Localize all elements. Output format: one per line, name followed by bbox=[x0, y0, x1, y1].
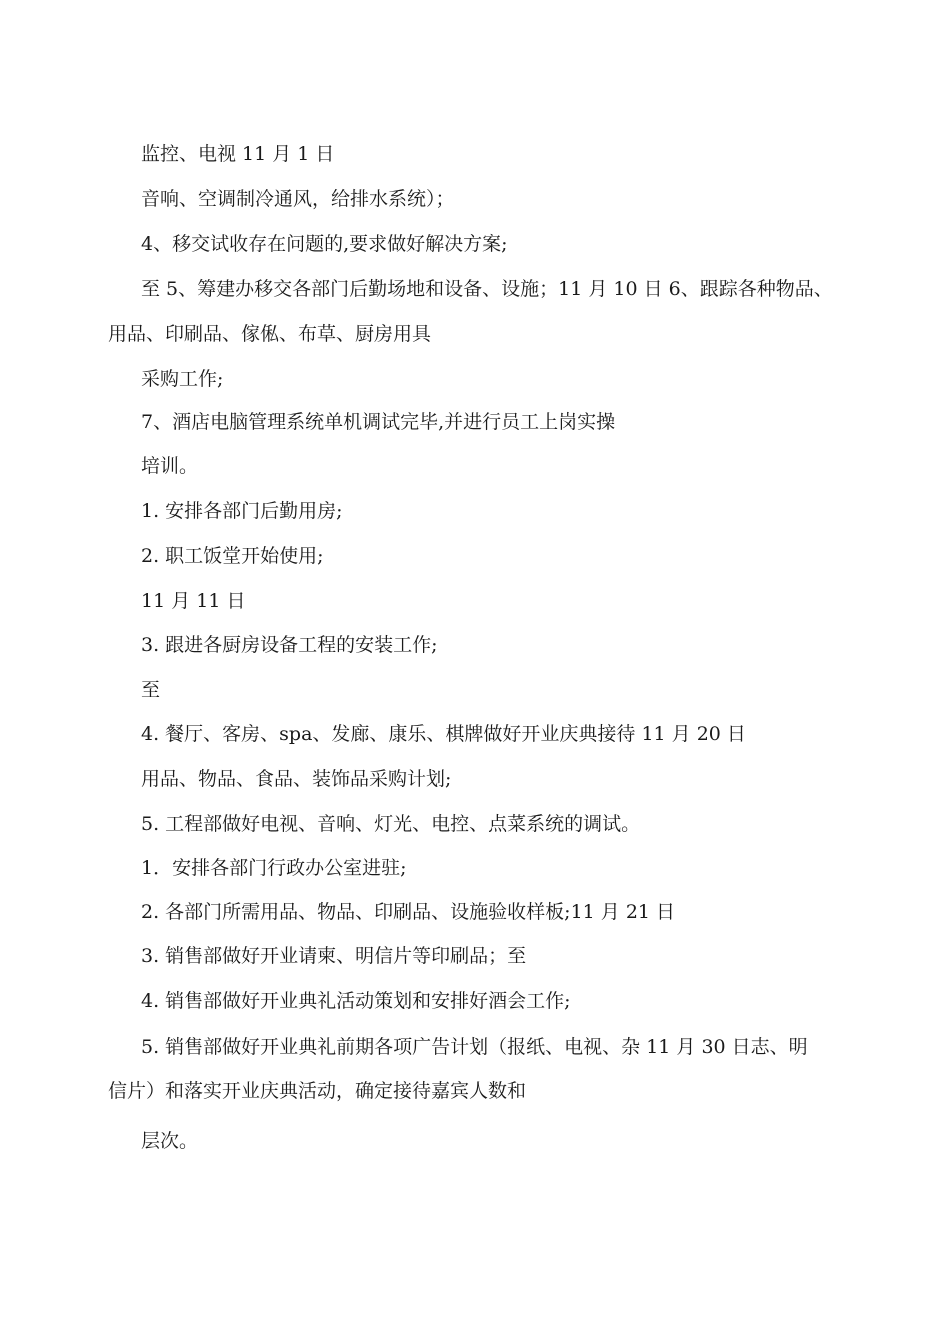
text-line: 7、酒店电脑管理系统单机调试完毕,并进行员工上岗实操 bbox=[141, 411, 616, 433]
text-line: 采购工作; bbox=[141, 368, 224, 390]
text-line: 层次。 bbox=[141, 1130, 199, 1152]
text-line: 2. 职工饭堂开始使用; bbox=[141, 545, 324, 567]
text-line: 5. 工程部做好电视、音响、灯光、电控、点菜系统的调试。 bbox=[141, 813, 641, 835]
text-line: 培训。 bbox=[141, 455, 199, 477]
text-line: 用品、印刷品、傢俬、布草、厨房用具 bbox=[108, 323, 432, 345]
text-line: 1. 安排各部门后勤用房; bbox=[141, 500, 343, 522]
text-line: 4. 销售部做好开业典礼活动策划和安排好酒会工作; bbox=[141, 990, 571, 1012]
text-line: 5. 销售部做好开业典礼前期各项广告计划（报纸、电视、杂 11 月 30 日志、明 bbox=[141, 1036, 808, 1058]
text-line: 至 5、筹建办移交各部门后勤场地和设备、设施；11 月 10 日 6、跟踪各种物品、 bbox=[141, 278, 833, 300]
text-line: 至 bbox=[141, 679, 161, 701]
text-line: 2. 各部门所需用品、物品、印刷品、设施验收样板;11 月 21 日 bbox=[141, 901, 676, 923]
text-line: 4、移交试收存在问题的,要求做好解决方案; bbox=[141, 233, 508, 255]
text-line: 监控、电视 11 月 1 日 bbox=[141, 143, 335, 165]
text-line: 4. 餐厅、客房、spa、发廊、康乐、棋牌做好开业庆典接待 11 月 20 日 bbox=[141, 723, 746, 745]
text-line: 1．安排各部门行政办公室进驻; bbox=[141, 857, 407, 879]
text-line: 信片）和落实开业庆典活动，确定接待嘉宾人数和 bbox=[108, 1080, 527, 1102]
text-line: 3. 跟进各厨房设备工程的安装工作; bbox=[141, 634, 438, 656]
text-line: 11 月 11 日 bbox=[141, 590, 246, 612]
text-line: 用品、物品、食品、装饰品采购计划; bbox=[141, 768, 452, 790]
text-line: 3. 销售部做好开业请柬、明信片等印刷品；至 bbox=[141, 945, 527, 967]
text-line: 音响、空调制冷通风，给排水系统）； bbox=[141, 188, 455, 210]
